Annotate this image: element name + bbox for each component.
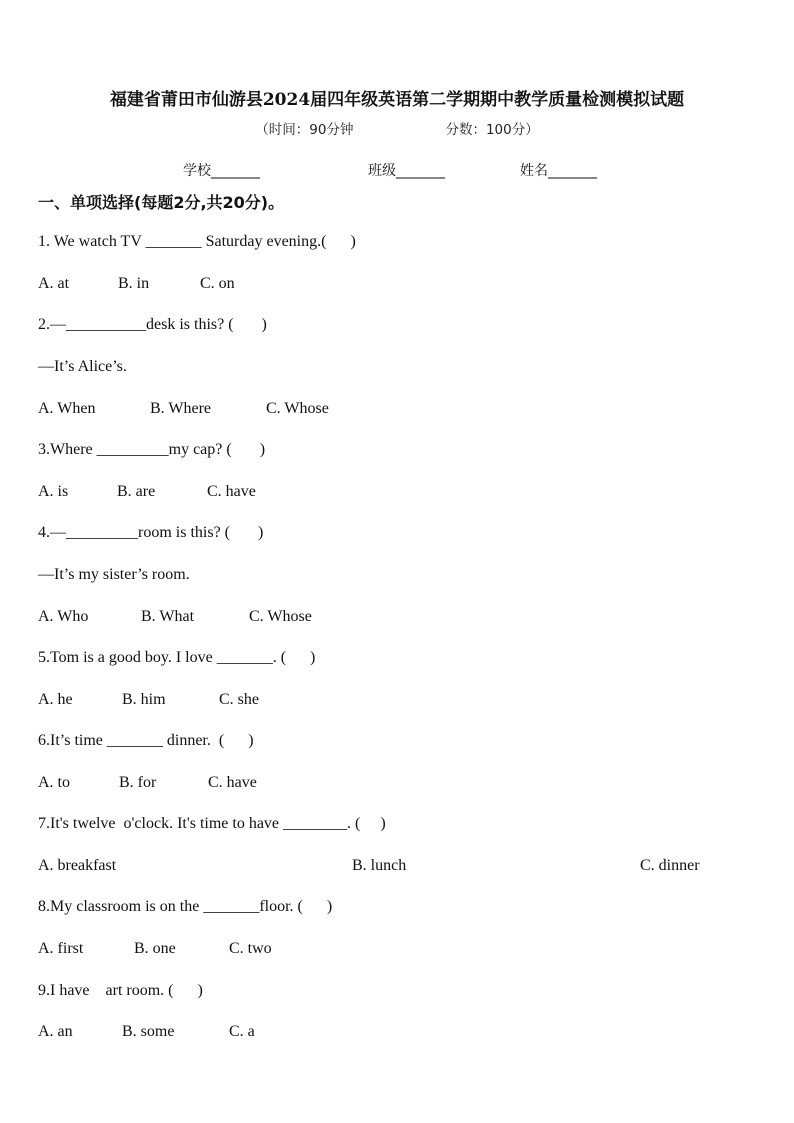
- school-field: 学校_______: [183, 163, 260, 179]
- option-c: C. Whose: [266, 400, 329, 417]
- option-b: B. in: [118, 275, 150, 292]
- option-a: A. first: [38, 940, 84, 957]
- option-b: B. lunch: [352, 857, 407, 874]
- question-stem: 8.My classroom is on the _______floor. ( ): [38, 898, 333, 915]
- option-a: A. When: [38, 400, 96, 417]
- option-a: A. at: [38, 275, 70, 292]
- question-stem: 5.Tom is a good boy. I love _______. ( ): [38, 649, 316, 666]
- option-c: C. on: [200, 275, 235, 292]
- option-c: C. have: [207, 483, 256, 500]
- exam-meta: [0, 118, 794, 138]
- option-a: A. Who: [38, 608, 89, 625]
- class-field: 班级_______: [368, 163, 445, 179]
- option-b: B. one: [134, 940, 176, 957]
- question-stem: 1. We watch TV _______ Saturday evening.( ): [38, 233, 356, 250]
- option-b: B. him: [122, 691, 166, 708]
- question-dialogue: —It’s my sister’s room.: [38, 566, 190, 583]
- option-c: C. Whose: [249, 608, 312, 625]
- section-heading: 一、单项选择(每题2分,共20分)。: [38, 193, 285, 212]
- question-stem: 9.I have art room. ( ): [38, 982, 203, 999]
- option-b: B. What: [141, 608, 195, 625]
- question-stem: 7.It's twelve o'clock. It's time to have ________. ( ): [38, 815, 386, 832]
- option-c: C. she: [219, 691, 259, 708]
- option-c: C. dinner: [640, 857, 700, 874]
- option-a: A. to: [38, 774, 70, 791]
- option-b: B. Where: [150, 400, 212, 417]
- question-stem: 4.—_________room is this? ( ): [38, 524, 264, 541]
- question-stem: 6.It’s time _______ dinner. ( ): [38, 732, 254, 749]
- exam-time: （时间：90分钟: [255, 122, 354, 138]
- question-stem: 3.Where _________my cap? ( ): [38, 441, 266, 458]
- option-c: C. two: [229, 940, 272, 957]
- option-a: A. he: [38, 691, 73, 708]
- option-b: B. for: [119, 774, 157, 791]
- option-a: A. is: [38, 483, 69, 500]
- option-c: C. a: [229, 1023, 255, 1040]
- option-b: B. are: [117, 483, 156, 500]
- question-dialogue: —It’s Alice’s.: [38, 358, 127, 375]
- option-b: B. some: [122, 1023, 175, 1040]
- exam-title: 福建省莆田市仙游县2024届四年级英语第二学期期中教学质量检测模拟试题: [109, 90, 685, 110]
- question-stem: 2.—__________desk is this? ( ): [38, 316, 267, 333]
- option-a: A. breakfast: [38, 857, 117, 874]
- option-c: C. have: [208, 774, 257, 791]
- option-a: A. an: [38, 1023, 73, 1040]
- exam-score: 分数：100分）: [445, 122, 539, 138]
- name-field: 姓名_______: [520, 163, 597, 179]
